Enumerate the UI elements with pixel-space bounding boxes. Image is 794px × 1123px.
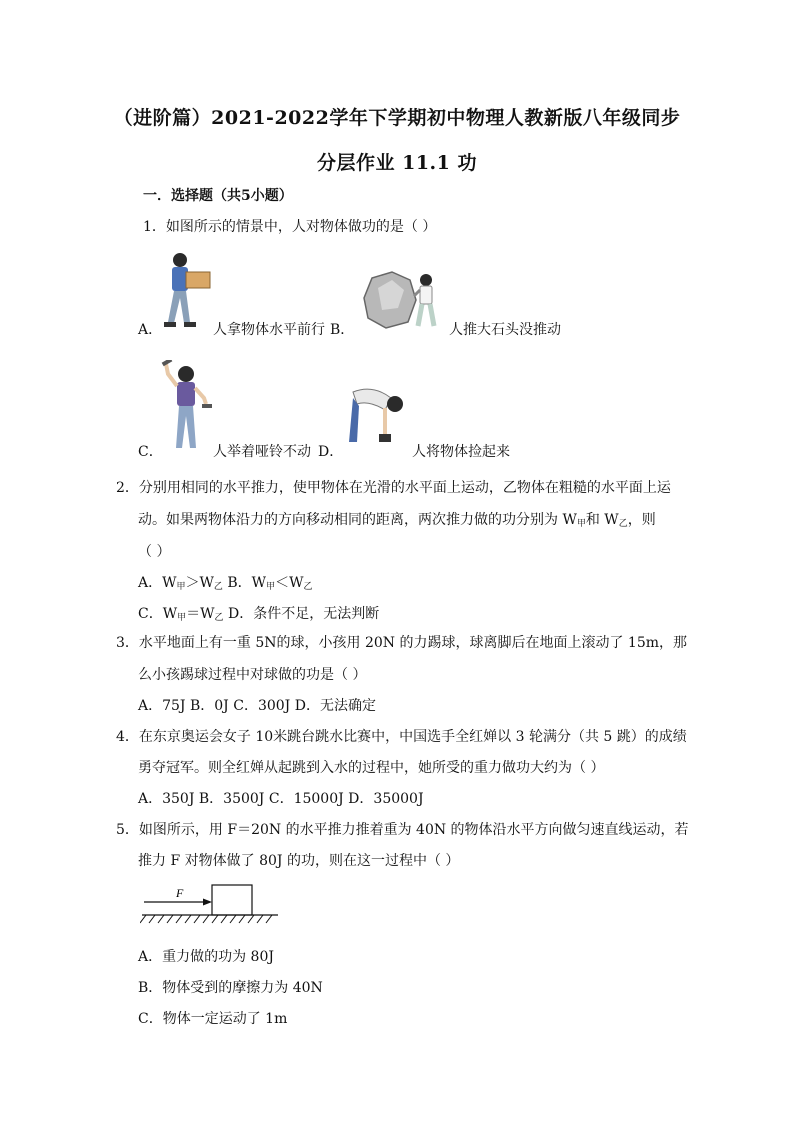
block bbox=[212, 885, 252, 915]
q5-option-a: A．重力做的功为 80J bbox=[138, 949, 274, 965]
figure-force-diagram bbox=[140, 880, 282, 932]
q5-option-c: C．物体一定运动了 1m bbox=[138, 1011, 288, 1027]
q1-option-b-text: 人推大石头没推动 bbox=[449, 322, 561, 338]
q1-option-c-letter: C． bbox=[138, 444, 163, 460]
q1-option-a-letter: A． bbox=[138, 322, 163, 338]
q2-options-ab: A．$W_甲>W_乙$ B．$W_甲<W_乙$ bbox=[138, 575, 313, 592]
q1-option-c-text: 人举着哑铃不动 bbox=[213, 444, 311, 460]
figure-person-carrying-box bbox=[158, 250, 216, 332]
q3-line2: 么小孩踢球过程中对球做的功是（ ） bbox=[138, 667, 367, 683]
q4-options: A．350J B．3500J C．15000J D．35000J bbox=[138, 791, 424, 807]
q1-option-d-text: 人将物体捡起来 bbox=[412, 444, 510, 460]
figure-person-pushing-rock bbox=[358, 268, 448, 332]
q4-line2: 勇夺冠军。则全红婵从起跳到入水的过程中，她所受的重力做功大约为（ ） bbox=[138, 760, 605, 776]
figure-person-picking-up-object bbox=[345, 384, 411, 446]
q2-line3: （ ） bbox=[138, 544, 171, 560]
q3-line1: 3．水平地面上有一重 5N的球，小孩用 20N 的力踢球，球离脚后在地面上滚动了 15m，那 bbox=[116, 635, 688, 651]
q2-options-cd: C．$W_甲=W_乙$ D．条件不足，无法判断 bbox=[138, 606, 380, 623]
force-arrow-head bbox=[203, 899, 212, 906]
q1-option-a-text: 人拿物体水平前行 bbox=[213, 322, 325, 338]
figure-person-holding-dumbbell bbox=[160, 360, 216, 456]
ground-hatching bbox=[140, 915, 272, 923]
q1-option-d-letter: D． bbox=[318, 444, 344, 460]
document-title-line2: 分层作业 11.1 功 bbox=[316, 152, 477, 174]
q3-options: A．75J B．0J C．300J D．无法确定 bbox=[138, 698, 376, 714]
q1-stem: 1．如图所示的情景中，人对物体做功的是（ ） bbox=[143, 219, 437, 235]
q4-line1: 4．在东京奥运会女子 10米跳台跳水比赛中，中国选手全红婵以 3 轮满分（共 5 跳）的成绩 bbox=[116, 729, 687, 745]
q5-line1: 5．如图所示，用 F＝20N 的水平推力推着重为 40N 的物体沿水平方向做匀速直线运动，若 bbox=[116, 822, 689, 838]
q5-line2: 推力 F 对物体做了 80J 的功，则在这一过程中（ ） bbox=[138, 853, 460, 869]
q2-line2: 动。如果两物体沿力的方向移动相同的距离，两次推力做的功分别为 $W_甲$和 $W_乙$，则 bbox=[138, 512, 656, 529]
q5-option-b: B．物体受到的摩擦力为 40N bbox=[138, 980, 323, 996]
q2-line1: 2．分别用相同的水平推力，使甲物体在光滑的水平面上运动，乙物体在粗糙的水平面上运 bbox=[116, 480, 671, 496]
force-label: F bbox=[176, 886, 184, 900]
document-title-line1: （进阶篇）2021-2022学年下学期初中物理人教新版八年级同步 bbox=[113, 107, 681, 129]
q1-option-b-letter: B． bbox=[330, 322, 355, 338]
section-heading: 一．选择题（共5小题） bbox=[143, 188, 293, 204]
